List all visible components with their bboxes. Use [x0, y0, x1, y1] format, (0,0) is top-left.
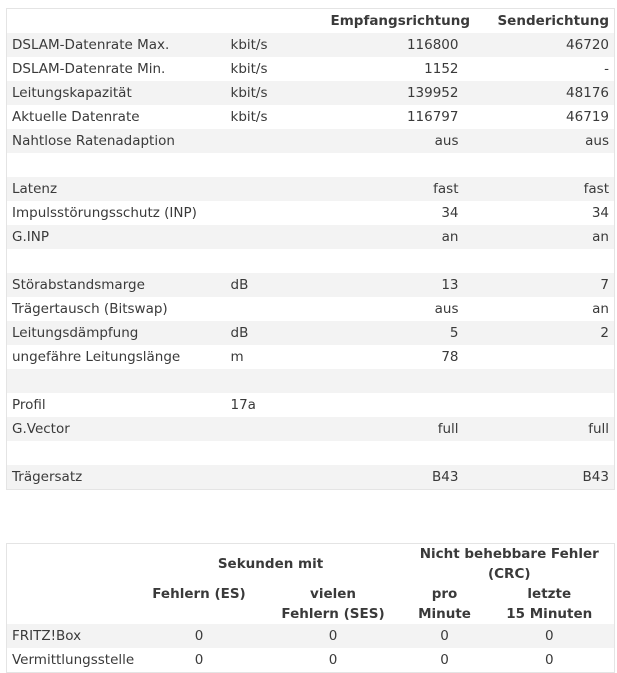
dsl-down: B43	[326, 465, 464, 490]
dsl-row	[7, 273, 615, 297]
dsl-row	[7, 81, 615, 105]
error-row-label: FRITZ!Box	[7, 624, 137, 648]
dsl-unit: kbit/s	[230, 61, 268, 77]
dsl-label	[7, 249, 226, 273]
dsl-down: aus	[434, 301, 459, 317]
dsl-up: B43	[464, 465, 615, 490]
dsl-info-table	[6, 8, 615, 490]
dsl-up: an	[592, 301, 609, 317]
dsl-unit	[226, 417, 326, 441]
dsl-up	[464, 249, 615, 273]
dsl-unit: dB	[226, 321, 326, 345]
dsl-down	[326, 153, 464, 177]
dsl-unit	[226, 465, 326, 490]
dsl-label: G.Vector	[7, 417, 226, 441]
dsl-label	[7, 369, 226, 393]
dsl-row	[7, 153, 615, 177]
dsl-label: G.INP	[7, 225, 226, 249]
dsl-down: fast	[326, 177, 464, 201]
dsl-row	[7, 57, 615, 81]
dsl-unit	[226, 369, 326, 393]
dsl-row	[7, 321, 615, 345]
dsl-down: an	[326, 225, 464, 249]
dsl-label: Latenz	[7, 177, 226, 201]
dsl-up	[464, 369, 615, 393]
dsl-down: 5	[326, 321, 464, 345]
dsl-unit	[226, 153, 326, 177]
dsl-down: 1152	[424, 61, 459, 77]
error-per-minute: 0	[405, 624, 485, 648]
dsl-up: 7	[464, 273, 615, 297]
dsl-down	[326, 393, 464, 417]
col-last-15: letzte 15 Minuten	[506, 586, 593, 622]
dsl-unit: kbit/s	[226, 33, 326, 57]
dsl-label: Störabstandsmarge	[7, 273, 226, 297]
dsl-row	[7, 105, 615, 129]
dsl-down: 116800	[326, 33, 464, 57]
dsl-down	[326, 441, 464, 465]
dsl-unit	[226, 441, 326, 465]
col-ses: vielen Fehlern (SES)	[281, 586, 385, 622]
dsl-row	[7, 249, 615, 273]
dsl-up: -	[604, 61, 609, 77]
dsl-up: 34	[591, 205, 609, 221]
dsl-up: an	[464, 225, 615, 249]
col-es: Fehlern (ES)	[152, 586, 246, 602]
dsl-unit: dB	[226, 273, 326, 297]
dsl-label: Profil	[12, 397, 46, 413]
dsl-label: Aktuelle Datenrate	[12, 109, 140, 125]
dsl-header-row	[7, 9, 615, 34]
dsl-unit	[226, 297, 326, 321]
dsl-down: 34	[441, 205, 459, 221]
dsl-up: full	[464, 417, 615, 441]
dsl-unit	[226, 201, 326, 225]
dsl-down: full	[326, 417, 464, 441]
dsl-label: Trägersatz	[7, 465, 226, 490]
dsl-label: Trägertausch (Bitswap)	[12, 301, 168, 317]
dsl-unit	[226, 129, 326, 153]
dsl-unit: kbit/s	[226, 81, 326, 105]
dsl-up	[464, 345, 615, 369]
dsl-row	[7, 417, 615, 441]
dsl-unit	[226, 249, 326, 273]
dsl-up	[464, 441, 615, 465]
error-per-minute: 0	[440, 652, 449, 668]
dsl-row	[7, 297, 615, 321]
error-stats-table	[6, 543, 615, 673]
dsl-unit: 17a	[230, 397, 256, 413]
dsl-unit	[226, 225, 326, 249]
header-senderichtung: Senderichtung	[497, 13, 609, 29]
dsl-down: 139952	[326, 81, 464, 105]
dsl-down	[326, 369, 464, 393]
dsl-row	[7, 33, 615, 57]
dsl-label: DSLAM-Datenrate Min.	[12, 61, 166, 77]
error-row	[7, 624, 615, 648]
dsl-row	[7, 465, 615, 490]
error-row-label: Vermittlungsstelle	[12, 652, 135, 668]
dsl-down: 78	[441, 349, 459, 365]
dsl-label: Impulsstörungsschutz (INP)	[12, 205, 197, 221]
dsl-up	[464, 393, 615, 417]
col-per-minute: pro Minute	[418, 586, 471, 622]
dsl-label: Leitungskapazität	[7, 81, 226, 105]
dsl-label	[7, 153, 226, 177]
group-sekunden-mit: Sekunden mit	[217, 556, 324, 572]
dsl-down: 116797	[406, 109, 459, 125]
header-empfangsrichtung: Empfangsrichtung	[330, 13, 470, 29]
error-ses: 0	[262, 624, 405, 648]
dsl-row	[7, 393, 615, 417]
dsl-row	[7, 369, 615, 393]
dsl-up: fast	[464, 177, 615, 201]
dsl-row	[7, 345, 615, 369]
dsl-up: 48176	[464, 81, 615, 105]
dsl-down: 13	[326, 273, 464, 297]
dsl-row	[7, 177, 615, 201]
error-row	[7, 648, 615, 673]
dsl-unit: kbit/s	[230, 109, 268, 125]
dsl-up: 2	[464, 321, 615, 345]
error-subheader-row	[7, 584, 615, 624]
error-ses: 0	[328, 652, 338, 668]
error-last-15: 0	[485, 624, 615, 648]
error-group-row	[7, 544, 615, 585]
dsl-up: aus	[464, 129, 615, 153]
dsl-down	[326, 249, 464, 273]
dsl-up: 46720	[464, 33, 615, 57]
dsl-unit	[226, 177, 326, 201]
error-es: 0	[137, 624, 262, 648]
dsl-up: 46719	[566, 109, 609, 125]
dsl-label	[7, 441, 226, 465]
dsl-row	[7, 441, 615, 465]
dsl-label: Nahtlose Ratenadaption	[7, 129, 226, 153]
error-es: 0	[194, 652, 204, 668]
error-last-15: 0	[544, 652, 554, 668]
dsl-up	[464, 153, 615, 177]
dsl-row	[7, 225, 615, 249]
dsl-down: aus	[326, 129, 464, 153]
dsl-row	[7, 129, 615, 153]
dsl-label: Leitungsdämpfung	[7, 321, 226, 345]
dsl-label: DSLAM-Datenrate Max.	[7, 33, 226, 57]
group-crc: Nicht behebbare Fehler (CRC)	[419, 546, 599, 582]
dsl-label: ungefähre Leitungslänge	[12, 349, 181, 365]
dsl-row	[7, 201, 615, 225]
dsl-unit: m	[230, 349, 244, 365]
